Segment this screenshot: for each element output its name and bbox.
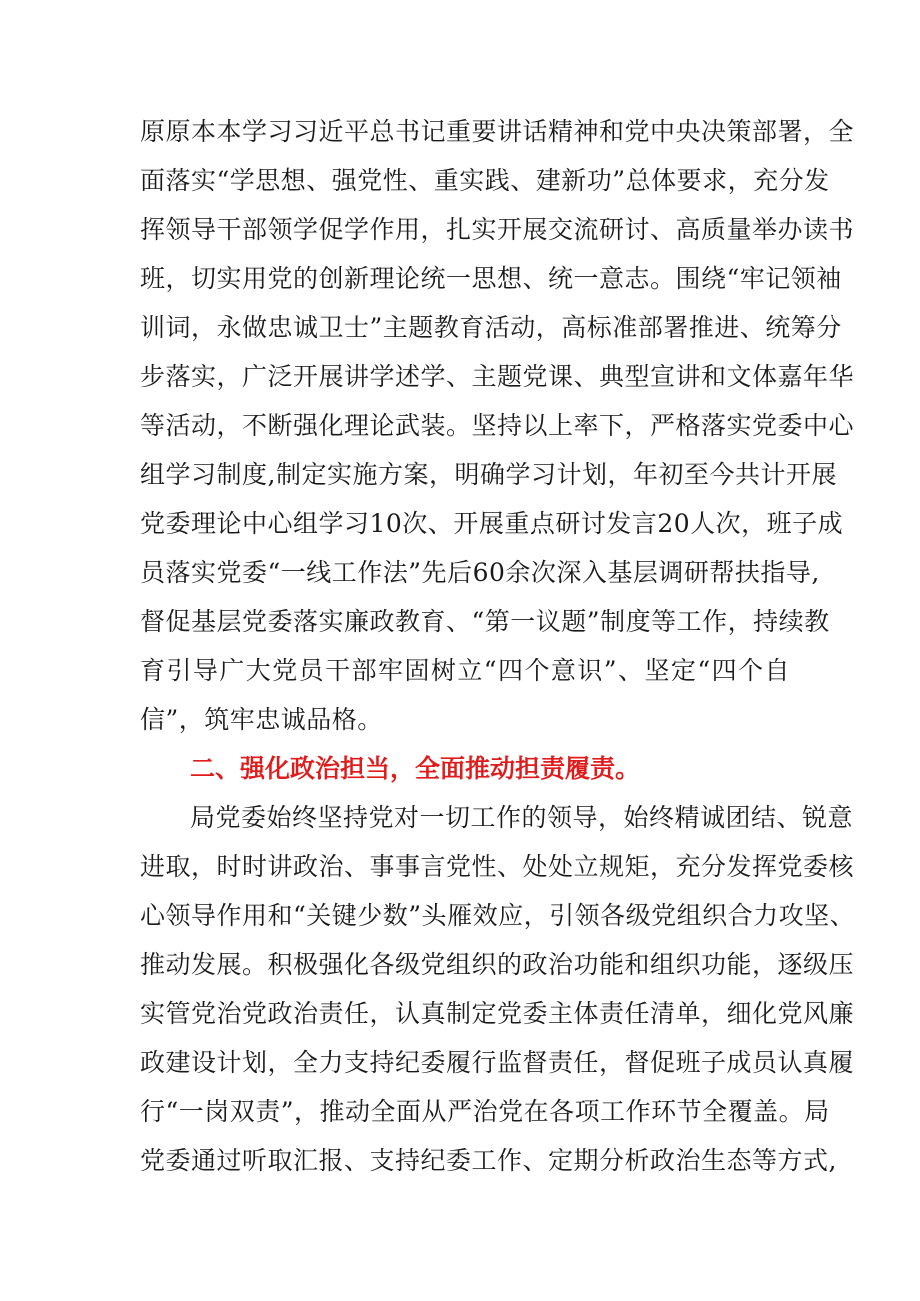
text-line: 步落实，广泛开展讲学述学、主题党课、典型宣讲和文体嘉年华	[140, 362, 855, 391]
text-line: 政建设计划，全力支持纪委履行监督责任，督促班子成员认真履	[140, 1048, 855, 1077]
text-line: 进取，时时讲政治、事事言党性、处处立规矩，充分发挥党委核	[140, 852, 855, 881]
text-line: 面落实“学思想、强党性、重实践、建新功”总体要求，充分发	[140, 166, 830, 195]
text-line: 行“一岗双责”，推动全面从严治党在各项工作环节全覆盖。局	[140, 1097, 830, 1126]
text-line: 心领导作用和“关键少数”头雁效应，引领各级党组织合力攻坚、	[140, 901, 856, 930]
text-line: 督促基层党委落实廉政教育、“第一议题”制度等工作，持续教	[140, 607, 830, 636]
text-line: 班，切实用党的创新理论统一思想、统一意志。围绕“牢记领袖	[140, 264, 842, 293]
text-line: 挥领导干部领学促学作用，扎实开展交流研讨、高质量举办读书	[140, 215, 855, 244]
text-line: 组学习制度,制定实施方案，明确学习计划，年初至今共计开展	[140, 460, 837, 489]
text-line: 训词，永做忠诚卫士”主题教育活动，高标准部署推进、统筹分	[140, 313, 842, 342]
text-line: 党委理论中心组学习10次、开展重点研讨发言20人次，班子成	[140, 509, 844, 538]
section-heading: 二、强化政治担当，全面推动担责履责。	[190, 754, 641, 783]
text-line: 等活动，不断强化理论武装。坚持以上率下，严格落实党委中心	[140, 411, 855, 440]
text-line: 局党委始终坚持党对一切工作的领导，始终精诚团结、锐意	[190, 803, 854, 832]
text-line: 实管党治党政治责任，认真制定党委主体责任清单，细化党风廉	[140, 999, 855, 1028]
text-line: 信”，筑牢忠诚品格。	[140, 705, 383, 734]
paragraph-2	[140, 793, 856, 1185]
text-line: 党委通过听取汇报、支持纪委工作、定期分析政治生态等方式,	[140, 1146, 837, 1175]
document-body	[140, 107, 856, 1185]
text-line: 员落实党委“一线工作法”先后60余次深入基层调研帮扶指导,	[140, 558, 820, 587]
text-line: 推动发展。积极强化各级党组织的政治功能和组织功能，逐级压	[140, 950, 855, 979]
paragraph-1	[140, 107, 855, 744]
text-line: 育引导广大党员干部牢固树立“四个意识”、坚定“四个自	[140, 656, 790, 685]
text-line: 原原本本学习习近平总书记重要讲话精神和党中央决策部署，全	[140, 117, 855, 146]
